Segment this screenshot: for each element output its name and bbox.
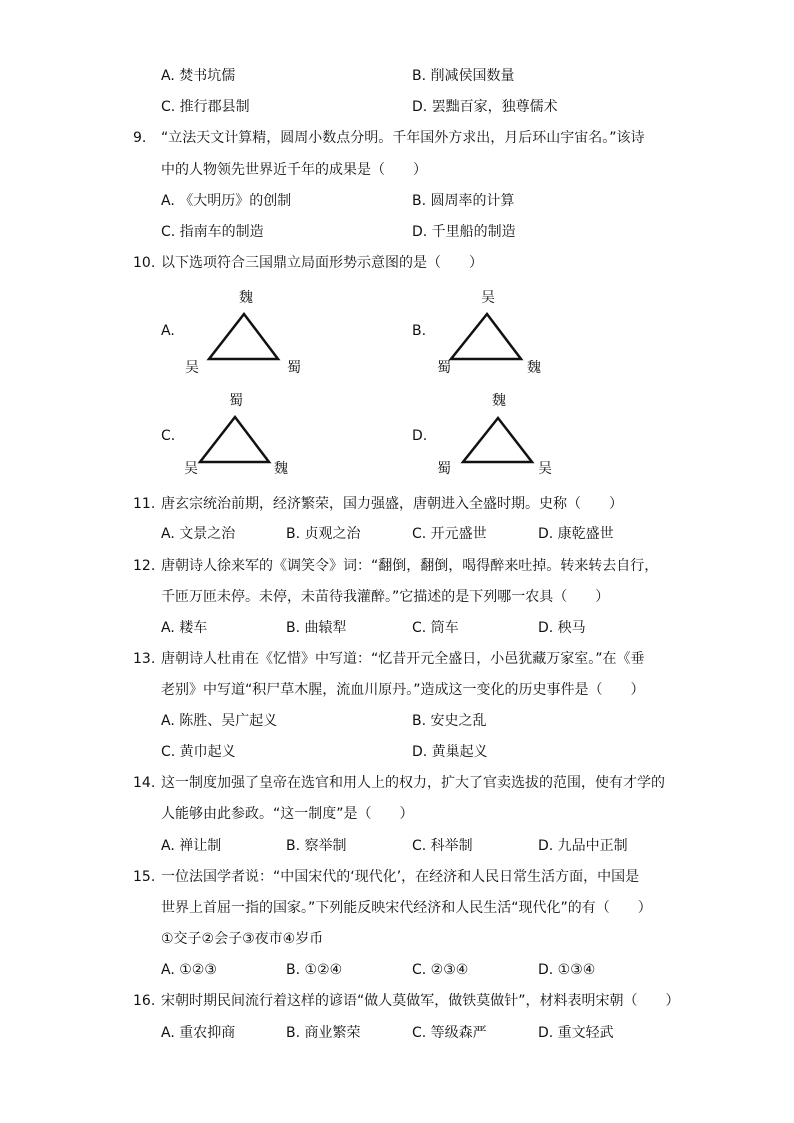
q15-number: 15. <box>133 869 156 885</box>
q9-stem-line1: “立法天文计算精，圆周小数点分明。千年国外方求出，月后环山宇宙名。”该诗 <box>161 130 645 146</box>
q13-stem-line1: 唐朝诗人杜甫在《忆惜》中写道：“忆昔开元全盛日，小邑犹藏万家室。”在《垂 <box>161 651 645 667</box>
q13-option-a: A. 陈胜、吴广起义 <box>161 713 278 729</box>
q10-stem: 以下选项符合三国鼎立局面形势示意图的是（ ） <box>161 255 483 271</box>
q15-stem-line3: ①交子②会子③夜市④岁币 <box>161 931 324 947</box>
q12-stem-line1: 唐朝诗人徐来军的《调笑令》词：“翻倒，翻倒，喝得醉来吐掉。转来转去自行， <box>161 558 659 574</box>
q13-option-d: D. 黄巢起义 <box>412 744 488 760</box>
q15-option-d: D. ①③④ <box>538 962 596 978</box>
q12-option-c: C. 筒车 <box>412 620 459 636</box>
q8-option-a: A. 焚书坑儒 <box>161 68 236 84</box>
q12-stem-line2: 千匝万匝未停。未停，未苗待我灌醉。”它描述的是下列哪一农具（ ） <box>161 589 610 605</box>
q14-option-d: D. 九品中正制 <box>538 838 628 854</box>
q10-option-d-left-label: 蜀 <box>437 461 451 477</box>
q16-number: 16. <box>133 993 156 1009</box>
q10-option-a-left-label: 吴 <box>185 360 199 376</box>
q9-stem-line2: 中的人物领先世界近千年的成果是（ ） <box>161 162 427 178</box>
q16-option-c: C. 等级森严 <box>412 1025 487 1041</box>
q15-stem-line1: 一位法国学者说：“中国宋代的‘现代化’，在经济和人民日常生活方面，中国是 <box>161 869 640 885</box>
q16-option-b: B. 商业繁荣 <box>286 1025 361 1041</box>
q10-option-b-triangle <box>451 314 521 359</box>
q14-option-c: C. 科举制 <box>412 838 473 854</box>
q10-option-b-right-label: 魏 <box>527 360 541 376</box>
q16-stem: 宋朝时期民间流行着这样的谚语“做人莫做军，做铁莫做针”，材料表明宋朝（ ） <box>161 993 680 1009</box>
q10-option-d-letter: D. <box>412 428 428 444</box>
q11-option-c: C. 开元盛世 <box>412 526 487 542</box>
q12-option-d: D. 秧马 <box>538 620 586 636</box>
q11-option-a: A. 文景之治 <box>161 526 236 542</box>
q10-option-d-right-label: 吴 <box>538 461 552 477</box>
q13-number: 13. <box>133 651 156 667</box>
q14-stem-line2: 人能够由此参政。“这一制度”是（ ） <box>161 806 414 822</box>
q15-stem-line2: 世界上首屈一指的国家。”下列能反映宋代经济和人民生活“现代化”的有（ ） <box>161 900 652 916</box>
q11-option-b: B. 贞观之治 <box>286 526 361 542</box>
q9-option-d: D. 千里船的制造 <box>412 224 516 240</box>
q9-number: 9. <box>133 130 147 146</box>
q10-option-b-top-label: 吴 <box>481 290 495 306</box>
q9-option-a: A. 《大明历》的创制 <box>161 193 292 209</box>
q12-number: 12. <box>133 558 156 574</box>
q11-option-d: D. 康乾盛世 <box>538 526 614 542</box>
q10-option-c-right-label: 魏 <box>274 461 288 477</box>
q14-stem-line1: 这一制度加强了皇帝在选官和用人上的权力，扩大了官卖选拔的范围，使有才学的 <box>161 775 665 791</box>
q10-option-c-top-label: 蜀 <box>229 393 243 409</box>
q14-option-b: B. 察举制 <box>286 838 347 854</box>
q15-option-a: A. ①②③ <box>161 962 217 978</box>
q13-option-c: C. 黄巾起义 <box>161 744 236 760</box>
q10-option-a-triangle <box>209 314 278 359</box>
q8-option-b: B. 削减侯国数量 <box>412 68 515 84</box>
q14-option-a: A. 禅让制 <box>161 838 222 854</box>
q10-option-a-right-label: 蜀 <box>287 360 301 376</box>
q8-option-c: C. 推行郡县制 <box>161 99 250 115</box>
q10-number: 10. <box>133 255 156 271</box>
q9-option-c: C. 指南车的制造 <box>161 224 264 240</box>
q8-option-d: D. 罢黜百家，独尊儒术 <box>412 99 558 115</box>
q10-option-d-top-label: 魏 <box>492 393 506 409</box>
q10-option-c-triangle <box>200 417 269 462</box>
q13-option-b: B. 安史之乱 <box>412 713 487 729</box>
q14-number: 14. <box>133 775 156 791</box>
q12-option-b: B. 曲辕犁 <box>286 620 347 636</box>
q9-option-b: B. 圆周率的计算 <box>412 193 515 209</box>
q10-option-d-triangle <box>463 418 532 462</box>
q13-stem-line2: 老别》中写道“积尸草木腥，流血川原丹。”造成这一变化的历史事件是（ ） <box>161 682 645 698</box>
q10-option-c-left-label: 吴 <box>184 461 198 477</box>
q10-option-a-top-label: 魏 <box>239 290 253 306</box>
q10-option-c-letter: C. <box>161 428 176 444</box>
q12-option-a: A. 耧车 <box>161 620 208 636</box>
q15-option-b: B. ①②④ <box>286 962 343 978</box>
q15-option-c: C. ②③④ <box>412 962 469 978</box>
q10-option-b-letter: B. <box>412 323 427 339</box>
q10-option-a-letter: A. <box>161 323 175 339</box>
q16-option-d: D. 重文轻武 <box>538 1025 614 1041</box>
q16-option-a: A. 重农抑商 <box>161 1025 236 1041</box>
q11-stem: 唐玄宗统治前期，经济繁荣，国力强盛，唐朝进入全盛时期。史称（ ） <box>161 496 623 512</box>
q10-option-b-left-label: 蜀 <box>437 360 451 376</box>
q11-number: 11. <box>133 496 156 512</box>
